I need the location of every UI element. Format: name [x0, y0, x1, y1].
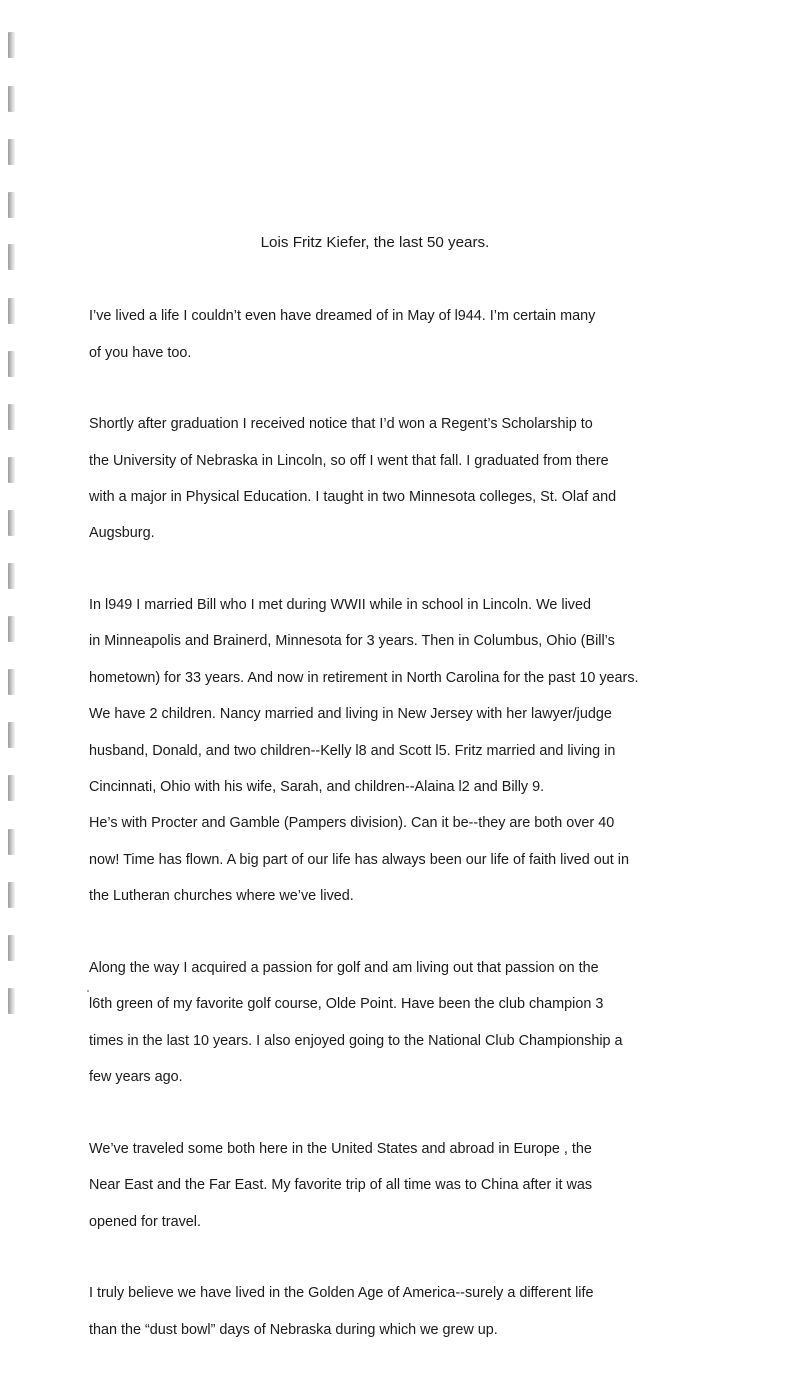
- text-line: times in the last 10 years. I also enjoyed going to the National Club Championship a: [89, 1032, 623, 1049]
- binding-mark: [8, 988, 15, 1014]
- text-line: In l949 I married Bill who I met during WWII while in school in Lincoln. We lived: [89, 597, 592, 614]
- paragraph-family: [89, 578, 709, 924]
- paragraph-intro: [89, 289, 709, 380]
- text-line: in Minneapolis and Brainerd, Minnesota for 3 years. Then in Columbus, Ohio (Bill’s: [89, 633, 615, 650]
- binding-mark: [8, 457, 15, 483]
- binding-hole-marks: [8, 0, 20, 1038]
- text-line: opened for travel.: [89, 1213, 201, 1230]
- scan-speck: [87, 990, 89, 992]
- text-line: I truly believe we have lived in the Golden Age of America--surely a different life: [89, 1285, 594, 1302]
- binding-mark: [8, 32, 15, 58]
- binding-mark: [8, 351, 15, 377]
- text-line: Augsburg.: [89, 525, 155, 542]
- text-line: Shortly after graduation I received notice that I’d won a Regent’s Scholarship to: [89, 416, 593, 433]
- text-line: Along the way I acquired a passion for golf and am living out that passion on the: [89, 959, 599, 976]
- paragraph-closing: [89, 1266, 709, 1357]
- text-line: husband, Donald, and two children--Kelly l8 and Scott l5. Fritz married and living in: [89, 742, 616, 759]
- binding-mark: [8, 192, 15, 218]
- text-line: l6th green of my favorite golf course, Olde Point. Have been the club champion 3: [89, 996, 604, 1013]
- text-line: hometown) for 33 years. And now in retirement in North Carolina for the past 10 years.: [89, 669, 639, 686]
- document-title: Lois Fritz Kiefer, the last 50 years.: [260, 234, 490, 251]
- binding-mark: [8, 829, 15, 855]
- text-line: I’ve lived a life I couldn’t even have dreamed of in May of l944. I’m certain many: [89, 308, 596, 325]
- binding-mark: [8, 882, 15, 908]
- binding-mark: [8, 616, 15, 642]
- binding-mark: [8, 669, 15, 695]
- binding-mark: [8, 298, 15, 324]
- text-line: We’ve traveled some both here in the United States and abroad in Europe , the: [89, 1140, 592, 1157]
- text-line: Cincinnati, Ohio with his wife, Sarah, and children--Alaina l2 and Billy 9.: [89, 779, 545, 796]
- binding-mark: [8, 139, 15, 165]
- binding-mark: [8, 775, 15, 801]
- binding-mark: [8, 404, 15, 430]
- binding-mark: [8, 510, 15, 536]
- paragraph-golf: [89, 941, 709, 1105]
- binding-mark: [8, 86, 15, 112]
- text-line: with a major in Physical Education. I taught in two Minnesota colleges, St. Olaf and: [89, 489, 617, 506]
- text-line: the Lutheran churches where we’ve lived.: [89, 888, 354, 905]
- text-line: Near East and the Far East. My favorite trip of all time was to China after it was: [89, 1177, 593, 1194]
- text-line: of you have too.: [89, 344, 192, 361]
- paragraph-travel: [89, 1122, 709, 1249]
- text-line: the University of Nebraska in Lincoln, so off I went that fall. I graduated from there: [89, 452, 609, 469]
- document-body: [89, 289, 709, 1374]
- binding-mark: [8, 722, 15, 748]
- text-line: than the “dust bowl” days of Nebraska during which we grew up.: [89, 1321, 498, 1338]
- text-line: now! Time has flown. A big part of our life has always been our life of faith lived out in: [89, 851, 629, 868]
- binding-mark: [8, 935, 15, 961]
- binding-mark: [8, 563, 15, 589]
- text-line: few years ago.: [89, 1069, 183, 1086]
- text-line: We have 2 children. Nancy married and living in New Jersey with her lawyer/judge: [89, 706, 612, 723]
- text-line: He’s with Procter and Gamble (Pampers division). Can it be--they are both over 40: [89, 815, 615, 832]
- paragraph-education: [89, 397, 709, 561]
